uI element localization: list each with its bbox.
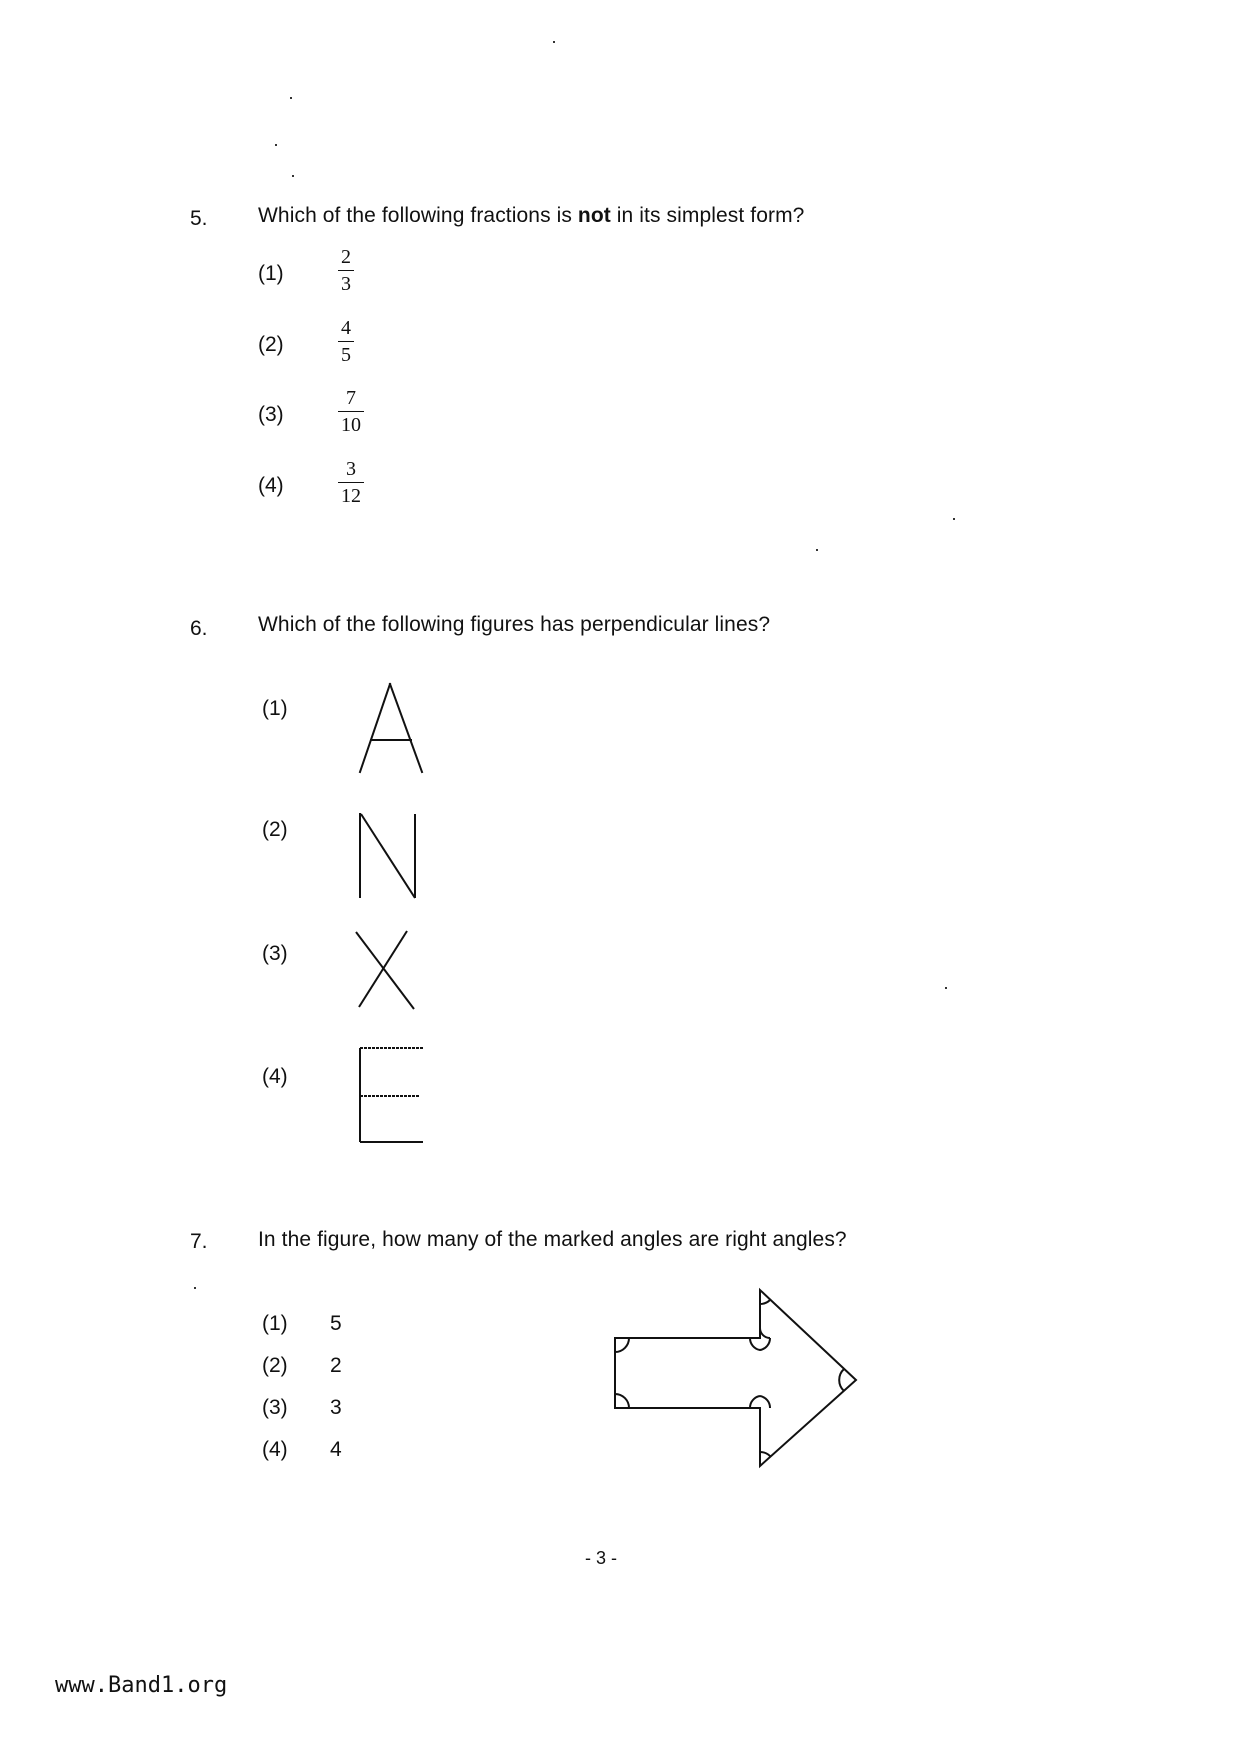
letter-X-icon [352,927,432,1017]
question-text-emphasis: not [577,204,611,227]
question-number: 7. [190,1230,208,1253]
fraction-numerator: 7 [346,387,356,409]
scan-speck [275,144,277,146]
question-text [258,204,804,228]
question-text: In the figure, how many of the marked angles are right angles? [258,1228,847,1251]
question-text-part: Which of the following fractions is [258,204,578,227]
fraction-denominator: 10 [341,414,361,436]
scan-speck [953,518,955,520]
option-label: (2) [262,1354,288,1377]
scan-speck [290,97,292,99]
option-value: 5 [330,1312,342,1335]
fraction-bar [338,411,364,412]
option-label: (1) [262,697,288,720]
option-label: (1) [258,262,284,285]
fraction-denominator: 12 [341,485,361,507]
option-value: 4 [330,1438,342,1461]
fraction-denominator: 5 [341,344,351,366]
option-label: (4) [262,1065,288,1088]
fraction-numerator: 4 [341,317,351,339]
fraction-bar [338,482,364,483]
option-label: (1) [262,1312,288,1335]
letter-N-icon [352,808,432,908]
scan-speck [816,549,818,551]
question-text: Which of the following figures has perpendicular lines? [258,613,771,636]
option-label: (4) [258,474,284,497]
fraction-numerator: 2 [341,246,351,268]
scan-speck [292,175,294,177]
option-label: (3) [258,403,284,426]
letter-A-icon [352,680,432,780]
scan-speck [194,1287,196,1289]
option-fraction [338,387,364,436]
option-label: (2) [262,818,288,841]
option-label: (4) [262,1438,288,1461]
option-fraction [338,317,354,366]
fraction-bar [338,270,354,271]
fraction-bar [338,341,354,342]
question-number: 5. [190,207,208,230]
option-value: 2 [330,1354,342,1377]
fraction-numerator: 3 [346,458,356,480]
option-label: (3) [262,1396,288,1419]
option-fraction [338,246,354,295]
letter-E-icon [352,1044,432,1149]
option-fraction [338,458,364,507]
fraction-denominator: 3 [341,273,351,295]
scan-speck [553,41,555,43]
page-number: - 3 - [585,1548,618,1568]
option-value: 3 [330,1396,342,1419]
scan-speck [945,987,947,989]
question-text-part: in its simplest form? [610,204,805,227]
option-label: (3) [262,942,288,965]
footer-url[interactable]: www.Band1.org [55,1673,228,1698]
arrow-shape-icon [600,1280,880,1470]
question-number: 6. [190,617,208,640]
option-label: (2) [258,333,284,356]
